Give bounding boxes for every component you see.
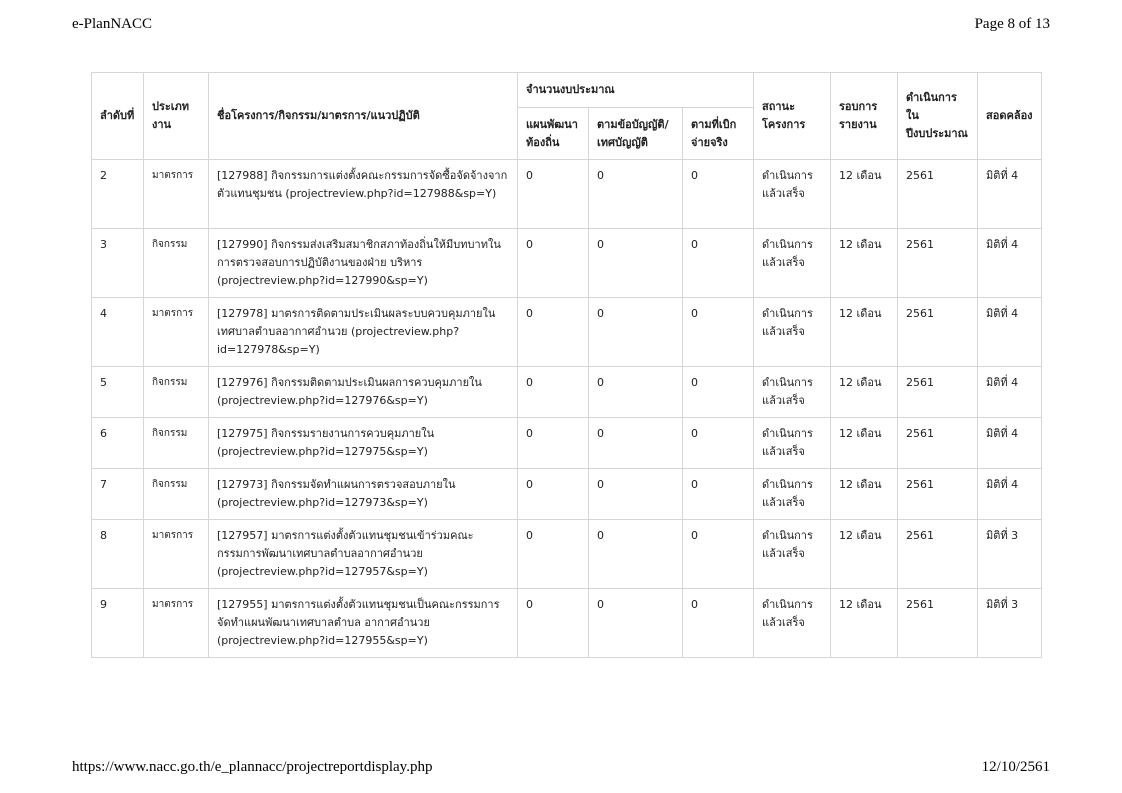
- cell-project-link[interactable]: [127973] กิจกรรมจัดทำแผนการตรวจสอบภายใน (projectreview.php?id=127973&sp=Y): [209, 469, 518, 520]
- cell-status: ดำเนินการแล้วเสร็จ: [754, 520, 831, 589]
- cell-project-link[interactable]: [127957] มาตรการแต่งตั้งตัวแทนชุมชนเข้าร่วมคณะกรรมการพัฒนาเทศบาลตำบลอากาศอำนวย (projectreview.php?id=127957&sp=Y): [209, 520, 518, 589]
- cell-budget-local: 0: [518, 589, 589, 658]
- col-header-name: ชื่อโครงการ/กิจกรรม/มาตรการ/แนวปฏิบัติ: [209, 73, 518, 160]
- cell-budget-actual: 0: [683, 229, 754, 298]
- col-header-no: ลำดับที่: [92, 73, 144, 160]
- header-row-1: [92, 73, 1042, 108]
- col-header-budget-actual: ตามที่เบิกจ่ายจริง: [683, 108, 754, 160]
- cell-budget-local: 0: [518, 418, 589, 469]
- cell-budget-actual: 0: [683, 367, 754, 418]
- header-page-number: Page 8 of 13: [974, 16, 1050, 32]
- cell-no: 8: [92, 520, 144, 589]
- cell-type: กิจกรรม: [144, 469, 209, 520]
- table-row: [92, 298, 1042, 367]
- cell-status: ดำเนินการแล้วเสร็จ: [754, 367, 831, 418]
- cell-project-link[interactable]: [127975] กิจกรรมรายงานการควบคุมภายใน (projectreview.php?id=127975&sp=Y): [209, 418, 518, 469]
- cell-project-link[interactable]: [127990] กิจกรรมส่งเสริมสมาชิกสภาท้องถิ่นให้มีบทบาทในการตรวจสอบการปฏิบัติงานของฝ่าย บริหาร (projectreview.php?id=127990&sp=Y): [209, 229, 518, 298]
- cell-project-link[interactable]: [127976] กิจกรรมติดตามประเมินผลการควบคุมภายใน (projectreview.php?id=127976&sp=Y): [209, 367, 518, 418]
- cell-budget-local: 0: [518, 229, 589, 298]
- cell-budget-actual: 0: [683, 160, 754, 229]
- cell-type: กิจกรรม: [144, 418, 209, 469]
- cell-year: 2561: [898, 589, 978, 658]
- cell-alignment: มิติที่ 3: [978, 589, 1042, 658]
- cell-budget-law: 0: [589, 589, 683, 658]
- cell-type: มาตรการ: [144, 589, 209, 658]
- cell-type: กิจกรรม: [144, 229, 209, 298]
- table-row: [92, 160, 1042, 229]
- cell-alignment: มิติที่ 4: [978, 229, 1042, 298]
- cell-year: 2561: [898, 229, 978, 298]
- cell-type: กิจกรรม: [144, 367, 209, 418]
- cell-type: มาตรการ: [144, 520, 209, 589]
- cell-status: ดำเนินการแล้วเสร็จ: [754, 298, 831, 367]
- cell-period: 12 เดือน: [831, 418, 898, 469]
- cell-alignment: มิติที่ 4: [978, 469, 1042, 520]
- cell-no: 3: [92, 229, 144, 298]
- cell-status: ดำเนินการแล้วเสร็จ: [754, 229, 831, 298]
- cell-budget-law: 0: [589, 418, 683, 469]
- table-row: [92, 589, 1042, 658]
- cell-budget-actual: 0: [683, 418, 754, 469]
- cell-year: 2561: [898, 520, 978, 589]
- cell-status: ดำเนินการแล้วเสร็จ: [754, 160, 831, 229]
- cell-budget-local: 0: [518, 367, 589, 418]
- cell-period: 12 เดือน: [831, 160, 898, 229]
- cell-budget-local: 0: [518, 298, 589, 367]
- cell-budget-law: 0: [589, 520, 683, 589]
- cell-budget-actual: 0: [683, 589, 754, 658]
- col-header-budget: จำนวนงบประมาณ: [518, 73, 754, 108]
- cell-no: 4: [92, 298, 144, 367]
- table-row: [92, 520, 1042, 589]
- cell-year: 2561: [898, 367, 978, 418]
- cell-no: 7: [92, 469, 144, 520]
- col-header-fiscal-year: ดำเนินการในปีงบประมาณ: [898, 73, 978, 160]
- cell-project-link[interactable]: [127955] มาตรการแต่งตั้งตัวแทนชุมชนเป็นคณะกรรมการจัดทำแผนพัฒนาเทศบาลตำบล อากาศอำนวย (projectreview.php?id=127955&sp=Y): [209, 589, 518, 658]
- cell-alignment: มิติที่ 3: [978, 520, 1042, 589]
- table-row: [92, 229, 1042, 298]
- cell-alignment: มิติที่ 4: [978, 367, 1042, 418]
- cell-period: 12 เดือน: [831, 298, 898, 367]
- col-header-budget-law: ตามข้อบัญญัติ/เทศบัญญัติ: [589, 108, 683, 160]
- cell-period: 12 เดือน: [831, 229, 898, 298]
- table-row: [92, 418, 1042, 469]
- col-header-period: รอบการรายงาน: [831, 73, 898, 160]
- cell-budget-law: 0: [589, 367, 683, 418]
- cell-status: ดำเนินการแล้วเสร็จ: [754, 589, 831, 658]
- cell-year: 2561: [898, 298, 978, 367]
- cell-type: มาตรการ: [144, 298, 209, 367]
- cell-period: 12 เดือน: [831, 520, 898, 589]
- cell-budget-law: 0: [589, 298, 683, 367]
- cell-no: 5: [92, 367, 144, 418]
- cell-year: 2561: [898, 418, 978, 469]
- cell-alignment: มิติที่ 4: [978, 418, 1042, 469]
- cell-status: ดำเนินการแล้วเสร็จ: [754, 469, 831, 520]
- cell-status: ดำเนินการแล้วเสร็จ: [754, 418, 831, 469]
- cell-budget-law: 0: [589, 229, 683, 298]
- cell-no: 2: [92, 160, 144, 229]
- cell-period: 12 เดือน: [831, 367, 898, 418]
- cell-type: มาตรการ: [144, 160, 209, 229]
- cell-budget-local: 0: [518, 520, 589, 589]
- cell-budget-law: 0: [589, 469, 683, 520]
- cell-alignment: มิติที่ 4: [978, 298, 1042, 367]
- cell-period: 12 เดือน: [831, 589, 898, 658]
- col-header-status: สถานะโครงการ: [754, 73, 831, 160]
- cell-budget-local: 0: [518, 469, 589, 520]
- cell-alignment: มิติที่ 4: [978, 160, 1042, 229]
- cell-year: 2561: [898, 160, 978, 229]
- footer-date: 12/10/2561: [981, 759, 1050, 775]
- cell-no: 9: [92, 589, 144, 658]
- footer-url: https://www.nacc.go.th/e_plannacc/projectreportdisplay.php: [72, 759, 433, 775]
- cell-no: 6: [92, 418, 144, 469]
- cell-project-link[interactable]: [127978] มาตรการติดตามประเมินผลระบบควบคุมภายในเทศบาลตำบลอากาศอำนวย (projectreview.php?id=127978&sp=Y): [209, 298, 518, 367]
- cell-period: 12 เดือน: [831, 469, 898, 520]
- cell-budget-law: 0: [589, 160, 683, 229]
- cell-year: 2561: [898, 469, 978, 520]
- col-header-budget-local: แผนพัฒนาท้องถิ่น: [518, 108, 589, 160]
- col-header-alignment: สอดคล้อง: [978, 73, 1042, 160]
- project-report-table: [91, 72, 1042, 658]
- header-site-name: e-PlanNACC: [72, 16, 152, 32]
- table-row: [92, 469, 1042, 520]
- cell-budget-actual: 0: [683, 298, 754, 367]
- cell-budget-actual: 0: [683, 520, 754, 589]
- table-row: [92, 367, 1042, 418]
- cell-budget-actual: 0: [683, 469, 754, 520]
- col-header-type: ประเภทงาน: [144, 73, 209, 160]
- cell-budget-local: 0: [518, 160, 589, 229]
- cell-project-link[interactable]: [127988] กิจกรรมการแต่งตั้งคณะกรรมการจัดซื้อจัดจ้างจากตัวแทนชุมชน (projectreview.php?id=127988&sp=Y): [209, 160, 518, 229]
